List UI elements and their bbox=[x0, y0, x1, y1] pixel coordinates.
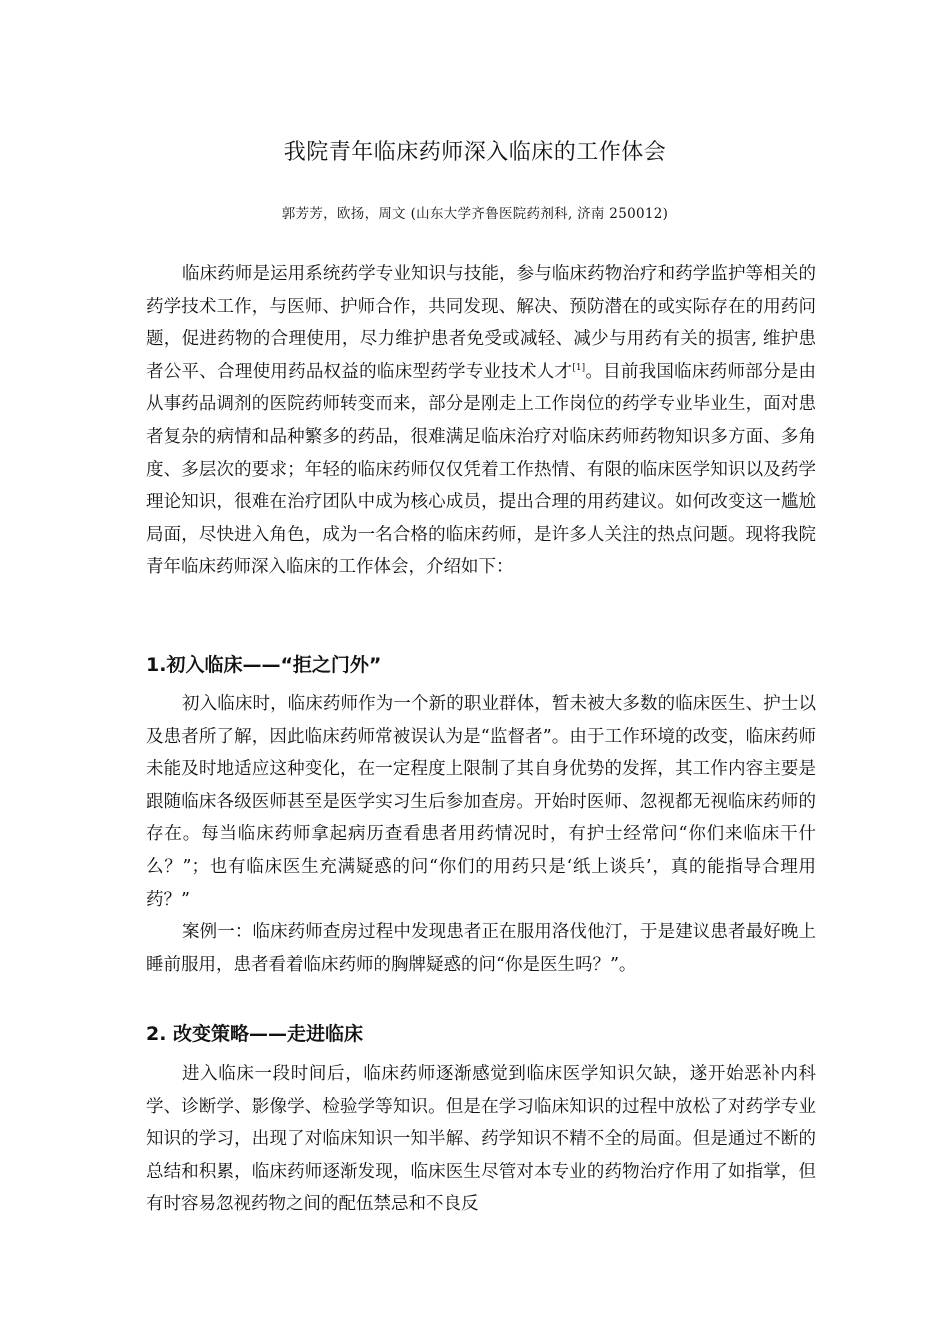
intro-text-part1: 临床药师是运用系统药学专业知识与技能，参与临床药物治疗和药学监护等相关的药学技术工作，与医师、护师合作，共同发现、解决、预防潜在的或实际存在的用药问题，促进药物的合理使用，尽力维护患者免受或减轻、减少与用药有关的损害, 维护患者公平、合理使用药品权益的临床型药学专业技术人才 bbox=[146, 264, 816, 382]
intro-section bbox=[146, 258, 816, 584]
section-1-heading: 1.初入临床——“拒之门外” bbox=[146, 654, 382, 676]
section-1-paragraph: 初入临床时，临床药师作为一个新的职业群体，暂未被大多数的临床医生、护士以及患者所了解，因此临床药师常被误认为是“监督者”。由于工作环境的改变，临床药师未能及时地适应这种变化，在一定程度上限制了其自身优势的发挥，其工作内容主要是跟随临床各级医师甚至是医学实习生后参加查房。开始时医师、忽视都无视临床药师的存在。每当临床药师拿起病历查看患者用药情况时，有护士经常问“你们来临床干什么？”；也有临床医生充满疑惑的问“你们的用药只是‘纸上谈兵’，真的能指导合理用药？” bbox=[146, 694, 816, 910]
case-one-paragraph: 案例一：临床药师查房过程中发现患者正在服用洛伐他汀，于是建议患者最好晚上睡前服用，患者看着临床药师的胸牌疑惑的问“你是医生吗？”。 bbox=[146, 922, 816, 975]
citation-ref: [1] bbox=[572, 362, 586, 373]
author-line: 郭芳芳，欧扬，周文 (山东大学齐鲁医院药剂科, 济南 250012) bbox=[281, 206, 669, 222]
intro-paragraph bbox=[146, 258, 816, 584]
section-2-paragraph: 进入临床一段时间后，临床药师逐渐感觉到临床医学知识欠缺，遂开始恶补内科学、诊断学、影像学、检验学等知识。但是在学习临床知识的过程中放松了对药学专业知识的学习，出现了对临床知识一知半解、药学知识不精不全的局面。但是通过不断的总结和积累，临床药师逐渐发现，临床医生尽管对本专业的药物治疗作用了如指掌，但有时容易忽视药物之间的配伍禁忌和不良反 bbox=[146, 1064, 816, 1215]
section-1-body bbox=[146, 688, 816, 981]
section-2-heading: 2. 改变策略——走进临床 bbox=[146, 1023, 364, 1045]
section-2-body bbox=[146, 1058, 816, 1221]
article-title: 我院青年临床药师深入临床的工作体会 bbox=[283, 140, 667, 165]
intro-text-part2: 。目前我国临床药师部分是由从事药品调剂的医院药师转变而来，部分是刚走上工作岗位的药学专业毕业生，面对患者复杂的病情和品种繁多的药品，很难满足临床治疗对临床药师药物知识多方面、多角度、多层次的要求；年轻的临床药师仅仅凭着工作热情、有限的临床医学知识以及药学理论知识，很难在治疗团队中成为核心成员，提出合理的用药建议。如何改变这一尴尬局面，尽快进入角色，成为一名合格的临床药师，是许多人关注的热点问题。现将我院青年临床药师深入临床的工作体会，介绍如下： bbox=[146, 361, 817, 578]
